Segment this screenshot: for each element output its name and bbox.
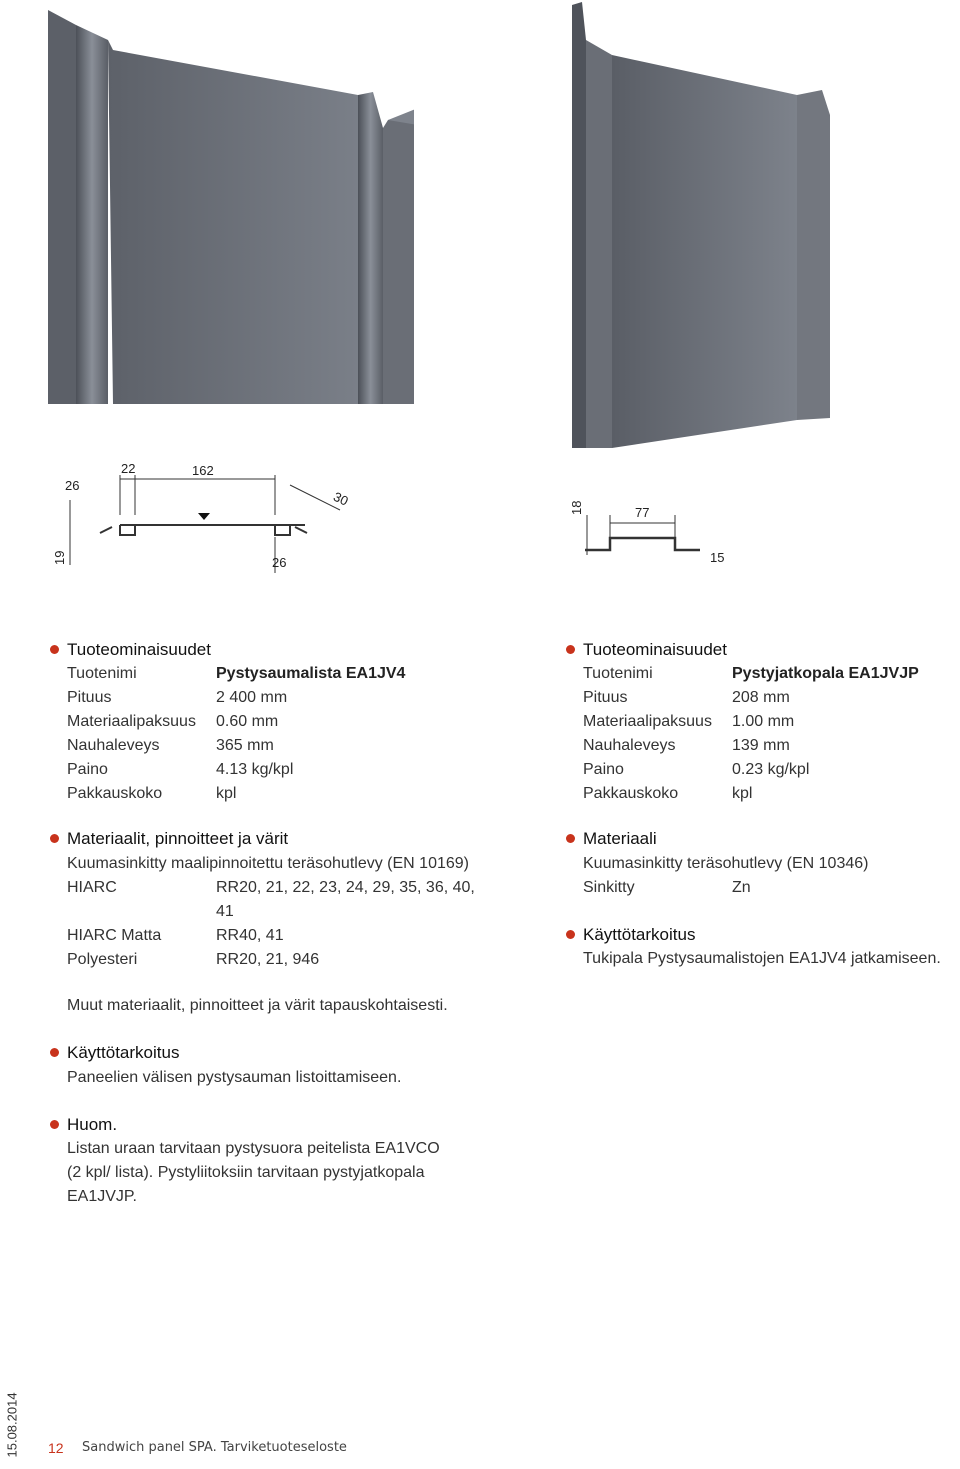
left-materials-line: Kuumasinkitty maalipinnoitettu teräsohutlevy (EN 10169) — [67, 855, 469, 872]
profile-drawing-right — [565, 495, 745, 575]
left-material-value: RR20, 21, 946 — [216, 951, 320, 968]
bullet-icon — [50, 1048, 59, 1057]
left-prop-label: Nauhaleveys — [67, 737, 160, 754]
dim-label-77: 77 — [635, 505, 650, 520]
dim-label-15: 15 — [710, 550, 725, 565]
product-image-pystyjatkopala — [572, 0, 834, 448]
right-prop-value: 139 mm — [732, 737, 790, 754]
footer-date: 15.08.2014 — [4, 1392, 20, 1458]
right-prop-value: kpl — [732, 785, 753, 802]
right-usage-heading: Käyttötarkoitus — [583, 925, 696, 944]
left-note-heading: Huom. — [67, 1115, 118, 1134]
left-props-heading: Tuoteominaisuudet — [67, 640, 211, 659]
left-note-line: EA1JVJP. — [67, 1188, 137, 1205]
left-material-value: RR20, 21, 22, 23, 24, 29, 35, 36, 40, — [216, 879, 475, 896]
left-prop-label: Pakkauskoko — [67, 785, 163, 802]
left-material-label: Polyesteri — [67, 951, 138, 968]
right-prop-label: Nauhaleveys — [583, 737, 676, 754]
bullet-icon — [50, 1120, 59, 1129]
dim-label-26-bottom: 26 — [272, 555, 287, 570]
left-usage-text: Paneelien välisen pystysauman listoittamiseen. — [67, 1069, 402, 1086]
bullet-icon — [566, 834, 575, 843]
left-note-line: (2 kpl/ lista). Pystyliitoksiin tarvitaan pystyjatkopala — [67, 1164, 425, 1181]
right-prop-label: Materiaalipaksuus — [583, 713, 712, 730]
right-prop-value: 0.23 kg/kpl — [732, 761, 810, 778]
dim-label-26-top: 26 — [65, 478, 80, 493]
left-material-value: RR40, 41 — [216, 927, 284, 944]
right-usage-text: Tukipala Pystysaumalistojen EA1JV4 jatkamiseen. — [583, 950, 941, 967]
bullet-icon — [566, 645, 575, 654]
left-prop-value: Pystysaumalista EA1JV4 — [216, 665, 406, 682]
right-prop-label: Pituus — [583, 689, 628, 706]
dim-label-18: 18 — [569, 500, 584, 515]
product-image-pystysaumalista — [48, 0, 414, 404]
left-material-value-cont: 41 — [216, 903, 234, 920]
page-number: 12 — [48, 1440, 64, 1456]
footer-title: Sandwich panel SPA. Tarviketuoteseloste — [82, 1440, 347, 1455]
left-prop-label: Materiaalipaksuus — [67, 713, 196, 730]
right-prop-label: Paino — [583, 761, 624, 778]
bullet-icon — [50, 834, 59, 843]
right-prop-label: Pakkauskoko — [583, 785, 679, 802]
left-materials-heading: Materiaalit, pinnoitteet ja värit — [67, 829, 289, 848]
left-note-line: Listan uraan tarvitaan pystysuora peitelista EA1VCO — [67, 1140, 440, 1157]
right-props-heading: Tuoteominaisuudet — [583, 640, 727, 659]
dim-label-30: 30 — [331, 488, 351, 509]
bullet-icon — [566, 930, 575, 939]
dim-label-162: 162 — [192, 463, 214, 478]
left-prop-value: 2 400 mm — [216, 689, 288, 706]
left-prop-value: 365 mm — [216, 737, 274, 754]
right-prop-value: 1.00 mm — [732, 713, 795, 730]
right-prop-value: Pystyjatkopala EA1JVJP — [732, 665, 919, 682]
right-material-label: Sinkitty — [583, 879, 635, 896]
left-prop-label: Pituus — [67, 689, 112, 706]
left-materials-note: Muut materiaalit, pinnoitteet ja värit tapauskohtaisesti. — [67, 997, 448, 1014]
right-prop-label: Tuotenimi — [583, 665, 653, 682]
left-material-label: HIARC — [67, 879, 117, 896]
left-prop-label: Paino — [67, 761, 108, 778]
right-prop-value: 208 mm — [732, 689, 790, 706]
left-prop-value: 0.60 mm — [216, 713, 279, 730]
left-material-label: HIARC Matta — [67, 927, 162, 944]
right-material-line: Kuumasinkitty teräsohutlevy (EN 10346) — [583, 855, 869, 872]
left-prop-value: 4.13 kg/kpl — [216, 761, 294, 778]
left-prop-value: kpl — [216, 785, 237, 802]
dim-label-19: 19 — [52, 550, 67, 565]
profile-drawing-left — [50, 455, 360, 580]
dim-label-22: 22 — [121, 461, 136, 476]
left-usage-heading: Käyttötarkoitus — [67, 1043, 180, 1062]
right-material-value: Zn — [732, 879, 751, 896]
bullet-icon — [50, 645, 59, 654]
right-material-heading: Materiaali — [583, 829, 657, 848]
left-prop-label: Tuotenimi — [67, 665, 137, 682]
